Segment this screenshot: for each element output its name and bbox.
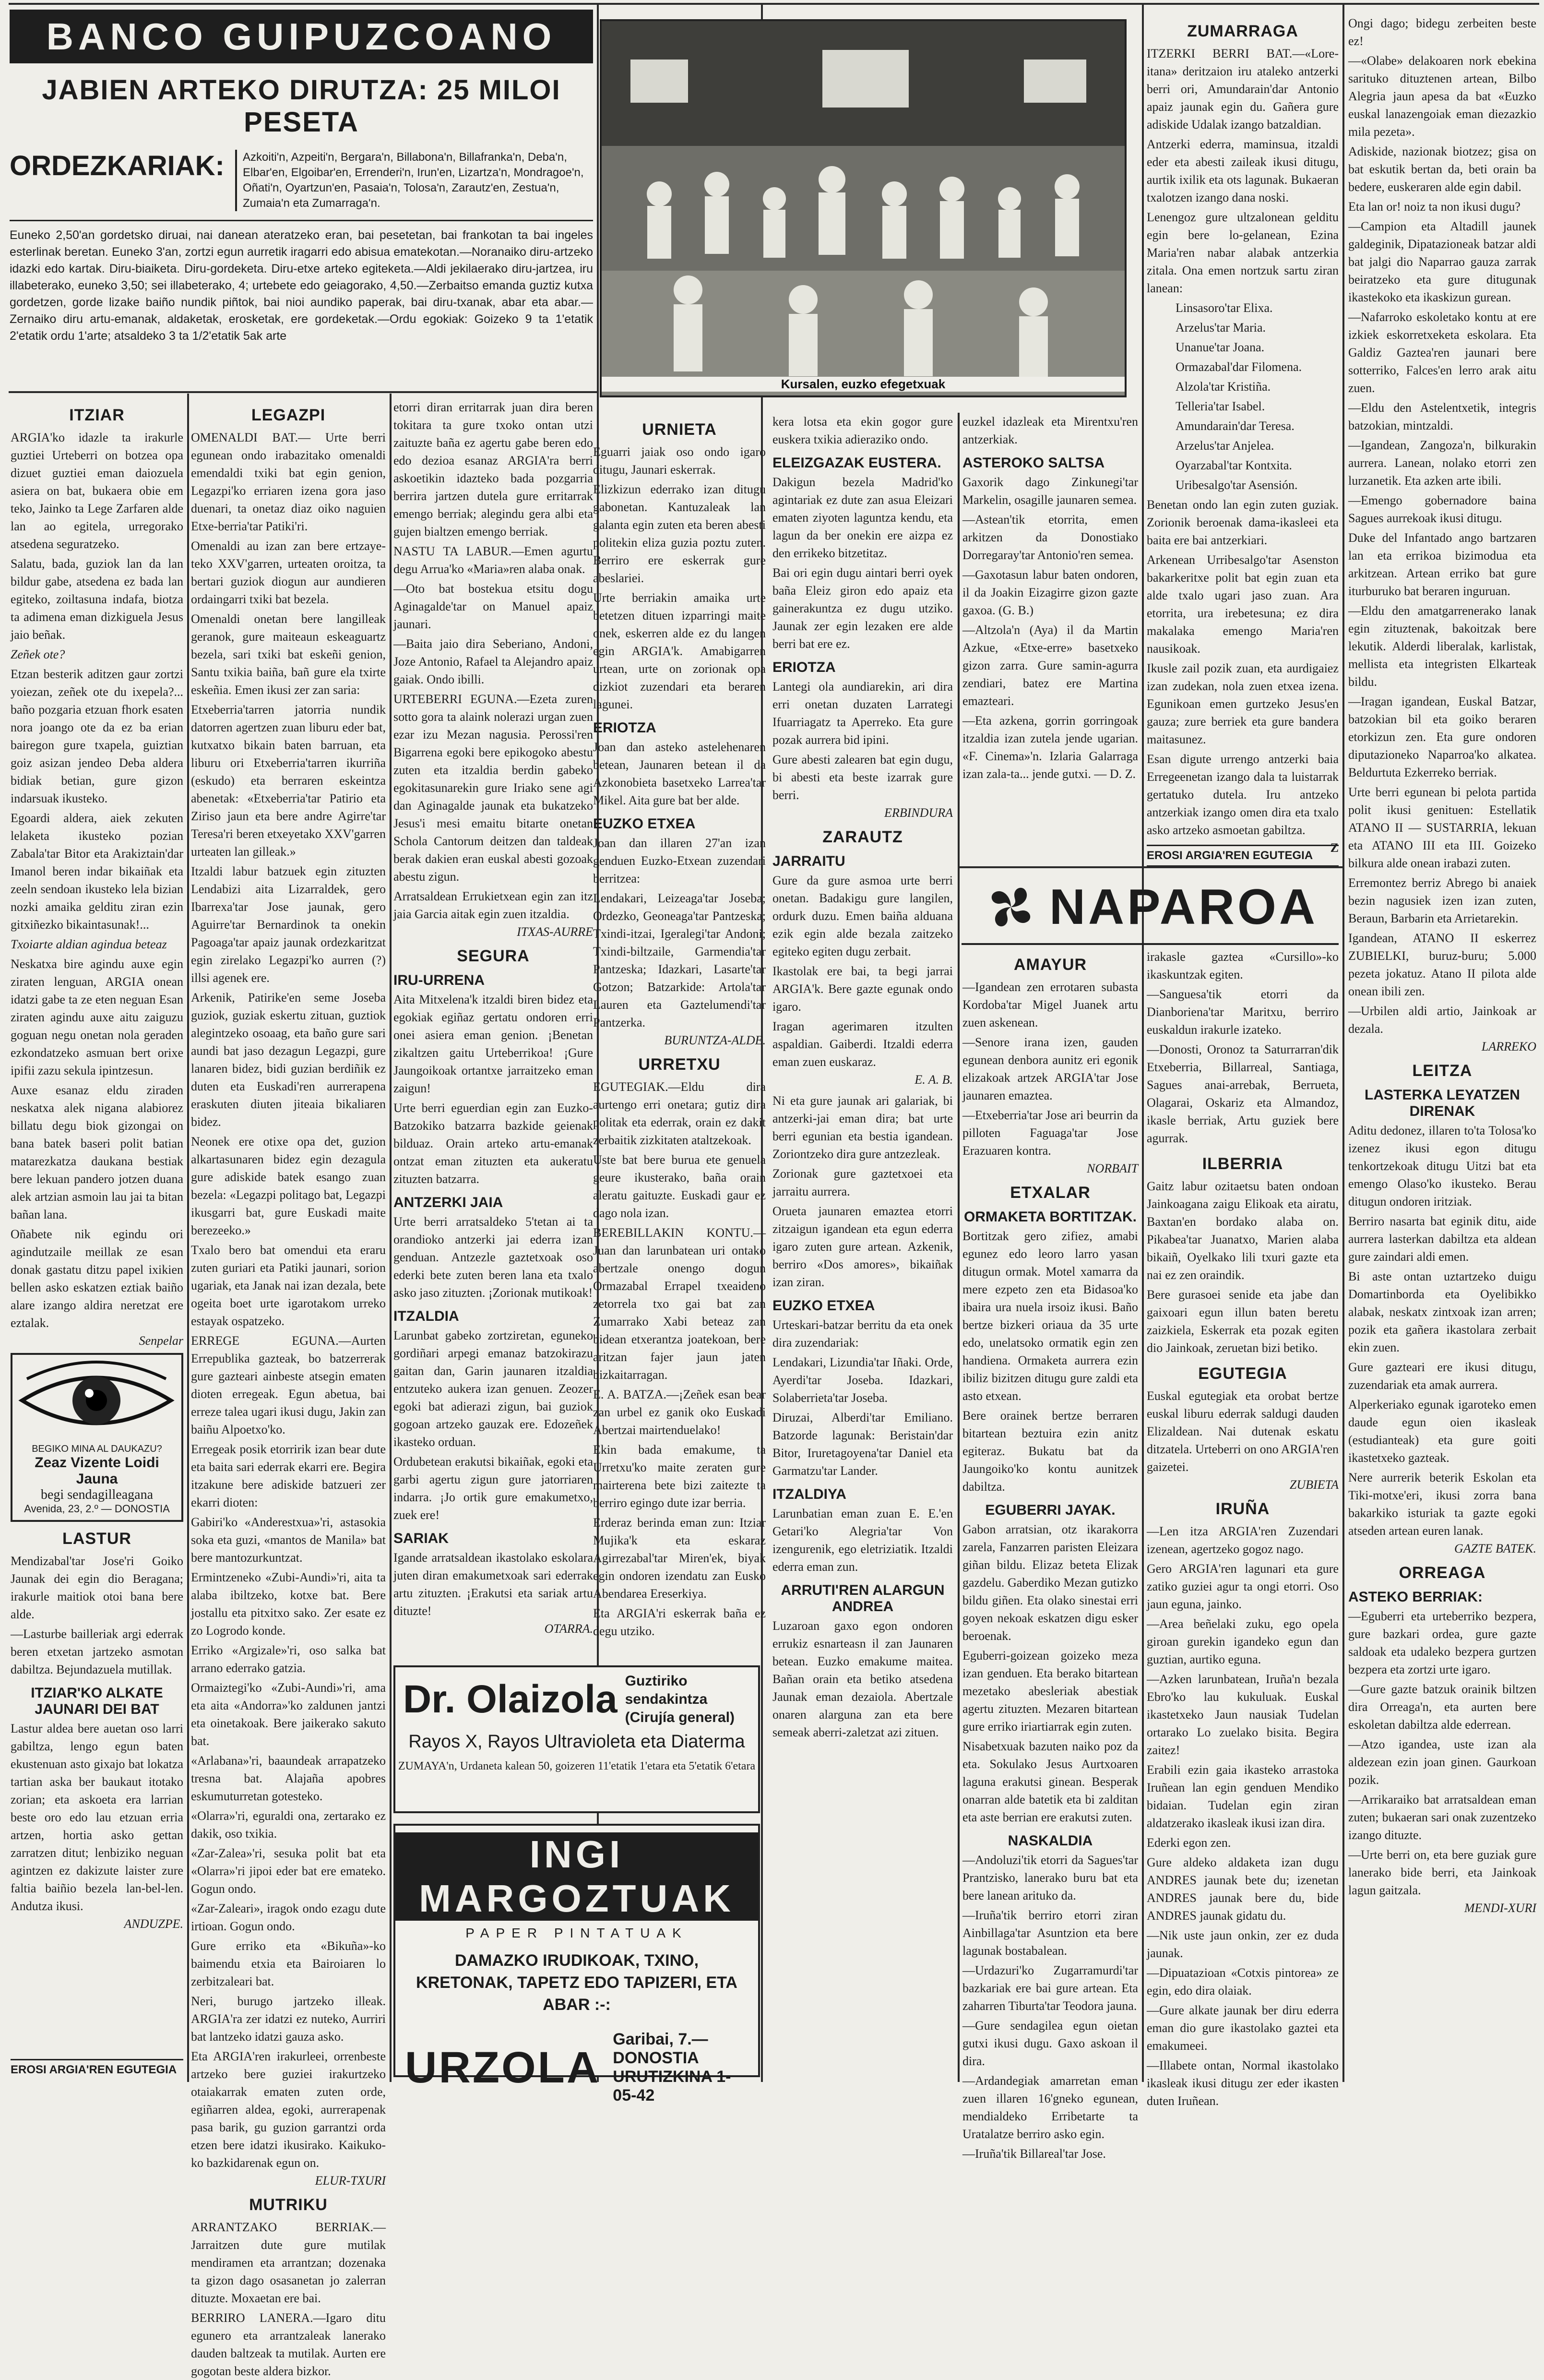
cast-member: Ormazabal'dar Filomena. [1176, 360, 1302, 374]
ordezkariak-label: ORDEZKARIAK: [10, 150, 225, 181]
column-rule [187, 394, 189, 2082]
signature: ZUBIETA [1289, 1478, 1339, 1492]
paragraph: —Gure alkate jaunak ber diru ederra eman dio gure ikastolako gaztei eta emakumeei. [1147, 2003, 1339, 2053]
paragraph: «Olarra»'ri, eguraldi ona, zertarako ez dakik, oso txikia. [191, 1809, 386, 1841]
subheading: JARRAITU [772, 853, 845, 869]
cast-member: Uribesalgo'tar Asensión. [1176, 478, 1298, 492]
paragraph: Erabili ezin gaia ikasteko arrastoka Iruñean lan egin genduen Mendiko bidaian. Tudelan egin ziran aldatzerako ikasleak ikusi izan dira. [1147, 1763, 1339, 1830]
paragraph: EGUTEGIAK.—Eldu dira aurtengo erri onetara; gutiz dira politak eta ederrak, orain ez dakit zerbaitik zizkitaten ataltzekoak. [593, 1080, 766, 1147]
paragraph: Gero ARGIA'ren lagunari eta gure zatiko guziei agur ta ongi etorri. Oso jaun eguna, jainko. [1147, 1562, 1339, 1611]
paragraph: Uste bat bere burua ete genuela geure ikusterako, baña orain aleratu gaituzte. Euskadi gaur ez dago nola izan. [593, 1153, 766, 1220]
column-6-lower [962, 948, 1138, 2161]
paragraph: Lenengoz gure ultzalonean gelditu egin bere lo-gelanean, Ezina Maria'ren nabar alabak antzerkia zitala. Ona emen nortzuk sartu ziran lanean: [1147, 210, 1339, 295]
cast-member: Arzelus'tar Anjelea. [1176, 439, 1274, 453]
ad-wallpaper-subtitle: PAPER PINTATUAK [465, 1926, 688, 1940]
heading-zumarraga: ZUMARRAGA [1187, 22, 1298, 40]
signature: ELUR-TXURI [315, 2174, 386, 2188]
heading-itziar: ITZIAR [69, 406, 125, 424]
signature: NORBAIT [1087, 1161, 1138, 1175]
signature: ITXAS-AURRE [517, 925, 593, 939]
heading-leitza: LEITZA [1412, 1062, 1473, 1080]
paragraph: BEREBILLAKIN KONTU.—Juan dan larunbatean uri ontako abertzale onengo dogun Ormazabal Errapel txeaideno zetorrela txo gai bat zan Zumarrako Xabi beteaz zan bidean etxerantza joatekoan, bere aritzan fajer jaun jaten bizkaitarragan. [593, 1226, 766, 1382]
subheading: ERIOTZA [593, 720, 656, 736]
paragraph: Ormaiztegi'ko «Zubi-Aundi»'ri, ama eta aita «Andorra»'ko zaldunen jantzi eta oinetakoak. Bere jaikerako sakuto bat. [191, 1681, 386, 1748]
cast-member: Telleria'tar Isabel. [1176, 399, 1265, 413]
paragraph: Zorionak gure gaztetxoei eta jarraitu aurrera. [772, 1167, 953, 1198]
paragraph: —Igandean zen errotaren subasta Kordoba'tar Migel Juanek artu zuen askenean. [962, 980, 1138, 1029]
ad-dr-services: Rayos X, Rayos Ultravioleta eta Diaterma [408, 1732, 745, 1752]
paragraph: Bere orainek bertze berraren bitartean beztuira ezin anitz egiteraz. Bukatu bat da Jaungoiko'ko kontu aunitzek dabiltza. [962, 1409, 1138, 1494]
col1-footer: EROSI ARGIA'REN EGUTEGIA [11, 2059, 183, 2077]
subheading: ASTEKO BERRIAK: [1348, 1589, 1483, 1605]
paragraph: Urte berri arratsaldeko 5'tetan ai ta orandioko antzerki jai ederra izan genduan. Antzezle gaztetxoak oso ederki bete zuten beren lana eta txalo asko jaso zituzten. ¡Zorionak mutikoak! [393, 1215, 593, 1300]
signature: GAZTE BATEK. [1454, 1542, 1536, 1555]
paragraph: —Eguberri eta urteberriko bezpera, gure bazkari ordea, gure gazte saldoak eta udaleko bezpera gurtzen bezpera eta zortzi urte igaro. [1348, 1609, 1536, 1676]
paragraph: Elizkizun ederrako izan ditugu gabonetan. Kantuzaleak lan galanta egin zuten eta beren abesti politekin eliza guzia poztu zuten. Berriro ere eskerrak gure abeslariei. [593, 482, 766, 585]
column-1 [11, 398, 183, 2078]
paragraph: Nere aurrerik beterik Eskolan eta Tiki-motxe'eri, ikusi zorra bana bakarkiko isturiak ta gazte egoki atseden artean euren lanak. [1348, 1471, 1536, 1538]
cast-list [1147, 299, 1339, 494]
photo-caption: Kursalen, euzko efegetxuak [602, 377, 1125, 392]
paragraph: Euskal egutegiak eta orobat bertze euskal liburu ederrak saldugi dauden Elizaldean. Nai dutenak eskatu ditzatela. Urteberri on ono ARGIA'ren gaizetei. [1147, 1389, 1339, 1474]
heading-amayur: AMAYUR [1013, 956, 1087, 974]
paragraph: Lendakari, Leizeaga'tar Joseba; Ordezko, Geoneaga'tar Pantzeska; Txindi-itzai, Igeralegi'tar Andoni; Txindi-biltzaile, Garmendia'tar Pantzeska; Idazkari, Lasarte'tar Gotzon; Batzarkide: Artola'tar Lauren eta Gaztelumendi'tar Pantzerka. [593, 891, 766, 1029]
paragraph: —Urdazuri'ko Zugarramurdi'tar bazkariak ere bai gure artean. Eta zaharren Tiburta'tar Teodora jauna. [962, 1963, 1138, 2013]
paragraph: Gure gazteari ere ikusi ditugu, zuzendariak eta amak aurrera. [1348, 1360, 1536, 1392]
bank-capital: JABIEN ARTEKO DIRUTZA: 25 MILOI PESETA [42, 74, 561, 138]
column-rule [390, 394, 392, 2082]
paragraph: Omenaldi onetan bere langilleak geranok, gure maiteaun eskeaguartz bezela, sari txiki bat eskeñi genion, Santu txikia baiña, bañ gure ela txirte eskeñia. Emen ikusi zer zan saria: [191, 612, 386, 697]
paragraph: —Iruña'tik berriro etorri ziran Ainbillaga'tar Asuntzion eta bere lagunak bostabalean. [962, 1908, 1138, 1958]
paragraph: —Igandean, Zangoza'n, bilkurakin aurrera. Lanean, nolako etorri zen lurzanetik. Eta azken arte ibili. [1348, 438, 1536, 488]
paragraph: Antzerki ederra, maminsua, itzaldi eder eta abesti zaileak ikusi ditugu, aurtik ixilik eta ots lagunak. Bukaeran txalotzen izango dana noski. [1147, 137, 1339, 204]
paragraph: Egoardi aldera, aiek zekuten lelaketa ikusteko pozian Zabala'tar Bitor eta Arakiztain'dar Imanol beren indar bikaiñak eta zeeln sendoan ikusteko lela bizian nozki amaika gelditu ziran ezin gitxiñezko bikaintasunak!... [11, 811, 183, 932]
paragraph: —Urbilen aldi artio, Jainkoak ar dezala. [1348, 1004, 1536, 1036]
paragraph: Etzan besterik aditzen gaur zortzi yoiezan, zeñek ote du ixepela?... baño pozgaria etzuan fhork esaten nora joango ote da ez ba erian bairegon gure txapela, guiztian goiz asizan jendeo Deba aldera bidiak betian, gure gizon indarsuak ikusteko. [11, 667, 183, 805]
cast-member: Alzola'tar Kristiña. [1176, 380, 1271, 394]
paragraph: ARGIA'ko idazle ta irakurle guztiei Urteberri on botzea opa dizuet guztiei eman daiozuela asiera on bat, bukaera obie em teko, Jainko ta Lege Zarfaren alde lan ao egitela, urregorako atsedena seguratzeko. [11, 431, 183, 551]
paragraph: —Len itza ARGIA'ren Zuzendari izenean, agertzeko gogoz nago. [1147, 1524, 1339, 1556]
paragraph: Arkenik, Patirike'en seme Joseba guziok, guziak eskertu zituan, guztiok alegintzeko osoaag, eta baño gure sari aundi bat jaso dezagun Legazpi, gure lanaren bidez, bidi guzian berdiñik ez duten eta Euskadi'ren aurrerapena eraskuten diuten jiteaia bikaliaren bidez. [191, 991, 386, 1129]
subheading: ASTEROKO SALTSA [962, 455, 1105, 471]
column-5 [772, 413, 953, 2078]
paragraph: irakasle gaztea «Cursillo»-ko ikaskuntzak egiten. [1147, 950, 1339, 981]
signature: BURUNTZA-ALDE. [664, 1033, 766, 1047]
heading-lastur: LASTUR [62, 1530, 131, 1548]
heading-legazpi: LEGAZPI [251, 406, 326, 424]
paragraph: —Gaxotasun labur baten ondoren, il da Joakin Eizagirre gizon gazte gaxoa. (G. B.) [962, 568, 1138, 617]
paragraph: Lastur aldea bere auetan oso larri gabiltza, lengo egun baten ekustenuan asto gixajo bat lokatza tartian aska ber baukaut itotako zorian; eta askoeta era larrian beste oro edo lau etzuan erria artzen, hortia asko gettan zarratzen ditut; lenbiziko neguan agintzen ez dakizute laister zure faltia baiñio bezela lan-bel-len. Andutza ikusi. [11, 1722, 183, 1913]
paragraph: —Andoluzi'tik etorri da Sagues'tar Prantzisko, lanerako buru bat eta bere lanean arituko da. [962, 1853, 1138, 1902]
column-6-upper [962, 413, 1138, 840]
subheading: ITZIAR'KO ALKATE JAUNARI DEI BAT [31, 1685, 163, 1717]
heading-segura: SEGURA [457, 947, 530, 965]
paragraph: Txalo bero bat omendui eta eraru zuten guriari eta Patiki jaunari, sorion ugariak, eta Janak nai izan dezala, bete ogeita boet urte igarotakom urreko estayak ospatzeko. [191, 1243, 386, 1328]
paragraph: Larunbatian eman zuan E. E.'en Getari'ko Alegria'tar Von izengurenik, ego eletriziatik. Itzaldi ederra eman zun. [772, 1507, 953, 1574]
heading-iruna: IRUÑA [1215, 1500, 1270, 1518]
paragraph: Ni eta gure jaunak ari galariak, bi antzerki-jai eman dira; bat urte berri egunian eta bestia igandean. Zoriontzeko dira gure antzezleak. [772, 1094, 953, 1161]
cast-member: Linsasoro'tar Elixa. [1176, 301, 1273, 315]
paragraph: —Area beñelaki zuku, ego opela giroan gurekin igandeko egun dan guztian, aurtiko eguna. [1147, 1617, 1339, 1666]
paragraph: ARRANTZAKO BERRIAK.—Jarraitzen dute gure mutilak mendiramen eta arrantzan; dozenaka ta gizon dago osasanetan jo zalerran dituzte. Moxaetan ere bai. [191, 2220, 386, 2305]
paragraph: Dakigun bezela Madrid'ko agintariak ez dute zan asua Eleizari ematen ziyoten laguntza kendu, eta lagun da ber onekin ere aizpa ez den errikeko bitzetitaz. [772, 475, 953, 560]
naparoa-title: NAPAROA [1049, 879, 1318, 935]
column-rule [1142, 5, 1144, 2082]
paragraph: Alperkeriako egunak igaroteko emen daude egun oien ikasleak (estudianteak) eta gure goiti ikastetxeko gazteak. [1348, 1398, 1536, 1465]
signature: Z [1330, 841, 1339, 855]
paragraph: Mendizabal'tar Jose'ri Goiko Jaunak dei egin dio Beragana; irakurle maitiok otoi bana bere alde. [11, 1554, 183, 1621]
paragraph: Aditu dedonez, illaren to'ta Tolosa'ko izenez ikusi egon ditugu tenkortzekoak ditugu Uitzi bat eta emengo Olaso'ko ikusteko. Berau ditugun ondoren iritziak. [1348, 1124, 1536, 1208]
paragraph: Iragan agerimaren itzulten aspaldian. Gaiberdi. Itzaldi ederra eman zuen euskaraz. [772, 1019, 953, 1069]
paragraph: —Eldu den amatgarrenerako lanak egin zituztenak, bakoitzak bere lekutik. Alderdi liberalak, karlistak, mellista eta integristen Elkarteak bildu. [1348, 604, 1536, 689]
paragraph: Gure aldeko aldaketa izan dugu ANDRES jaunak bete du; izenetan ANDRES jaunak bere du, bide ANDRES jaunak gidatu du. [1147, 1855, 1339, 1923]
subheading: ANTZERKI JAIA [393, 1195, 503, 1210]
paragraph: —Etxeberria'tar Jose ari beurrin da pilloten Faguaga'tar Jose Erazuaren kontra. [962, 1108, 1138, 1158]
signature: MENDI-XURI [1464, 1901, 1536, 1915]
paragraph: —Nik uste jaun onkin, zer ez duda jaunak. [1147, 1928, 1339, 1960]
ad-dr-specialty: Guztiriko sendakintza (Cirujía general) [625, 1673, 735, 1725]
paragraph: —Baita jaio dira Seberiano, Andoni, Joze Antonio, Rafael ta Alejandro apaiz gaiak. Ondo ibilli. [393, 637, 593, 686]
ad-wallpaper-phone: URUTIZKINA 1-05-42 [613, 2068, 731, 2105]
eye-ad-subtitle: begi sendagilleagana [40, 1487, 153, 1502]
paragraph: Gure erriko eta «Bikuña»-ko baimendu etxia eta Bairoiaren lo zerbitzaleari bat. [191, 1939, 386, 1988]
paragraph: Esan digute urrengo antzerki baia Erregeenetan izango dala ta luistarrak gertatuko dutela. Iru antzeko antzerkiak izango omen dira eta txalo asko artzeko asmoetan gabiltza. [1147, 752, 1339, 837]
paragraph: ITZERKI BERRI BAT.—«Lore-itana» deritzaion iru ataleko antzerki berri ori, Amundarain'dar Antonio apaiz jaunak egin du. Gañera gure adiskide Udalak izango batzaldian. [1147, 47, 1339, 132]
heading-urnieta: URNIETA [642, 420, 717, 439]
paragraph: Lantegi ola aundiarekin, ari dira erri onetan duzaten Larrategi Ifuarriagatz ta Aperreko. Eta gure pozak aurrera bid ipini. [772, 680, 953, 747]
paragraph: Joan dan asteko astelehenaren betean, Jaunaren betean il da Azkonobieta basetxeko Larrea'tar Mikel. Aita gure bat ber alde. [593, 740, 766, 807]
heading-mutriku: MUTRIKU [249, 2196, 328, 2214]
paragraph: Gaitz labur ozitaetsu baten ondoan Jainkoagana zaigu Elikoak eta airatu, Baxtan'en bordako alaba on. Pikabea'tar Juanatxo, Marien alaba bikaiñ, Oyelkako lili txuri gazte eta nai ez zen oraindik. [1147, 1179, 1339, 1282]
signature: LARREKO [1481, 1040, 1536, 1053]
paragraph: Nisabetxuak bazuten naiko poz da eta. Sokulako Jesus Aurtxoaren laguna erakutsi ginean. Besperak onarran alde batetik eta bi zalditan eta aste berrian ere erakutsi zuten. [962, 1739, 1138, 1824]
eye-icon [17, 1360, 176, 1441]
branch-towns: Azkoiti'n, Azpeiti'n, Bergara'n, Billabona'n, Billafranka'n, Deba'n, Elbar'en, Elgoibar'en, Errenderi'n, Irun'en, Lizartza'n, Mondragoe'n, Oñati'n, Oyartzun'en, Pasaia'n, Tolosa'n, Zarautz'en, Zestua'n, Zumaia'n eta Zumarraga'n. [235, 150, 593, 211]
paragraph: Gabon arratsian, otz ikarakorra zarela, Fanzarren paristen Eleizara giñan bildu. Elizaz beteta Elizak gazdelu. Gaberdiko Mezan gutizko bildu giñen. Eta olako sinestai erri goyen nekoak eskatzen digu esker beroenak. [962, 1522, 1138, 1643]
ad-wallpaper-products: DAMAZKO IRUDIKOAK, TXINO, KRETONAK, TAPETZ EDO TAPIZERI, ETA ABAR :-: [416, 1951, 737, 2014]
bank-name: BANCO GUIPUZCOANO [10, 10, 593, 63]
paragraph: BERRIRO LANERA.—Igaro ditu egunero eta arrantzaleak lanerako dauden baltzeak ta mutilak. Aurten ere gogotan beste aldera bizkor. [191, 2311, 386, 2378]
subheading: Txoiarte aldian agindua beteaz [11, 937, 167, 951]
paragraph: Gabiri'ko «Anderestxua»'ri, astasokia soka eta guzi, «mantos de Manila» bat bere mantozurkuntzat. [191, 1515, 386, 1565]
subheading: ERIOTZA [772, 659, 836, 675]
paragraph: Neskatxa bire agindu auxe egin ziraten lenguan, ARGIA onean idatzi gabe ta ze eten neguan Esan ziraten agindu auxe aitu zaiguzu goguan negu onetan nola geraden ezkondatzeko asmuan bert orixe ipifii zazu sekula ipintzesun. [11, 957, 183, 1077]
heading-etxalar: ETXALAR [1010, 1184, 1091, 1202]
eye-doctor-ad [11, 1353, 183, 1522]
paragraph: Eta ARGIA'ren irakurleei, orrenbeste artzeko bere guziei irakurtzeko otaiakarrak ematen zuten orde, egiñarren aldea, egoki, aurrerapenak pasa barik, gu guzion garrantzi orda etzen bere idatzi ikusirako. Kaikuko-ko bazkidarenak egun on. [191, 2049, 386, 2170]
paragraph: Urte berriakin amaika urte betetzen dituen izparringi maite onek, eskerren alde ez du langen egin ARGIA'k. Amabigarren urtean, urte on zorionak opa dizkiot zuzendari eta beraren lagunei. [593, 591, 766, 711]
paragraph: Etxeberria'tarren jatorria nundik datorren agertzen zuan liburu eder bat, kutxatxo bikain baten barruan, eta liburu ori Etxeberria'tarren ikurriña (eskudo) eta berraren eskeintza abenetak: «Etxeberria'tar Patirio eta Ziriso jaun eta bere andre Agirre'tar Teresa'ri beren etxeyetako XXV'garren urteaten lan gilleak.» [191, 703, 386, 859]
subheading: ITZALDIA [393, 1308, 459, 1324]
paragraph: —Eldu den Astelentxetik, integris batzokian, mintzaldi. [1348, 401, 1536, 432]
subheading: IRU-URRENA [393, 972, 485, 988]
paragraph: —Iruña'tik Billareal'tar Jose. [962, 2147, 1106, 2161]
paragraph: —Urte berri on, eta bere guziak gure lanerako bide berri, eta Jainkoak lagun gaitzala. [1348, 1848, 1536, 1897]
heading-zarautz: ZARAUTZ [822, 828, 903, 846]
heading-egutegia: EGUTEGIA [1198, 1364, 1287, 1383]
paragraph: «Zar-Zaleari», iragok ondo ezagu dute irtioan. Gogun ondo. [191, 1902, 386, 1933]
photo-image [602, 21, 1125, 395]
paragraph: ERREGE EGUNA.—Aurten Errepublika gazteak, bo batzerrerak gure gazteari ainbeste atsegin ematen dioten erregeak. Egun abetua, bai erreze talea ugari ikusi dugu, Jakin zan baiñu Alpoetxo'ko. [191, 1334, 386, 1436]
column-8 [1348, 14, 1536, 2078]
paragraph: kera lotsa eta ekin gogor gure euskera txikia adieraziko ondo. [772, 415, 953, 446]
naparoa-header [962, 871, 1339, 945]
column-7-upper [1147, 14, 1339, 855]
paragraph: Neri, burugo jartzeko illeak. ARGIA'ra zer idatzi ez nuteko, Aurriri bat lantzeko idatzi gauza asko. [191, 1994, 386, 2044]
ad-wallpaper-title: INGI MARGOZTUAK [395, 1832, 758, 1921]
paragraph: —«Olabe» delakoaren nork ebekina sarituko dituztenen artean, Bilbo Alegria jaun apesa da bat «Euzko euskal lanazengoiak eman diezazkio mila pezeta». [1348, 54, 1536, 139]
paragraph: —Lasturbe bailleriak argi ederrak beren etxetan jartzeko asmotan dabiltza. Bejundazuela mutillak. [11, 1627, 183, 1676]
paragraph: Bere gurasoei senide eta jabe dan gaixoari egun illun baten beretu zaizkiela, Eskerrak eta pozak egiten dio Jainkoak, zeruetan bizi betiko. [1147, 1288, 1339, 1355]
lauburu-icon [982, 881, 1040, 933]
paragraph: Larunbat gabeko zortziretan, eguneko gordiñari arpegi emanaz batzokirazu gaitan dan, Garin jaunaren itzaldia entzuteko aukera izan genuen. Zeozer egoki bat adierazi zigun, bai guziok gogoan artzeko gauzak ere. Edozeñek ikasteko orduan. [393, 1328, 593, 1449]
paragraph: Arratsaldean Errukietxean egin zan itz jaia Garcia aitak egin zuen itzaldia. [393, 889, 593, 921]
paragraph: Omenaldi au izan zan bere ertzaye-teko XXV'garren, urteaten oroitza, ta bertari guziok diogun aur aundieren ordaingarri txiki bat bezela. [191, 539, 386, 606]
ad-dr-olaizola [393, 1665, 760, 1813]
paragraph: etorri diran erritarrak juan dira beren tokitara ta gure txoko ontan utzi zaituzte baña ez agertu gabe beren edo edo dezioa esanaz ARGIA'ra berri askoetikin idazteko bada pozgarria berrira jartzen dutela gure erritarrak emengo berriak; alegindu gera albi eta gujen bialtzen emengo berriak. [393, 400, 593, 538]
subheading: NASKALDIA [1008, 1833, 1093, 1849]
naparoa-rule [958, 866, 1342, 868]
paragraph: —Ardandegiak amarretan eman zuen illaren 16'gneko egunean, mendialdeko Erribetarte ta Uratalatze berriro asko egin. [962, 2074, 1138, 2141]
paragraph: Joan dan illaren 27'an izan genduen Euzko-Etxean zuzendari berritzea: [593, 836, 766, 885]
paragraph: Itzaldi labur batzuek egin zituzten Lendabizi aita Lizarraldek, gero Ibarrexa'tar Jose jaunak, gero Aguirre'tar Bernardinok ta onekin Pagoaga'tar apaiz jaunak ordezkaritzat egin zirelako Legazpi'ko aurren (?) illsi agenek ere. [191, 864, 386, 985]
paragraph: Urte berri eguerdian egin zan Euzko-Batzokiko batzarra bazkide geienak bilduaz. Orain arteko artu-emanak ontzat eman zituzten eta aukeratu zituzten batzarra. [393, 1101, 593, 1186]
paragraph: Bi aste ontan uztartzeko duigu Domartinborda eta Oyelibikko alabak, neskatx zintxoak izan arren; pozik eta gañera ikastolara zerbait ekin zuen. [1348, 1269, 1536, 1354]
paragraph: Erriko «Argizale»'ri, oso salka bat arrano ederrako gatzia. [191, 1643, 386, 1675]
paragraph: Lendakari, Lizundia'tar Iñaki. Orde, Ayerdi'tar Joseba. Idazkari, Solaberrieta'tar Joseba. [772, 1355, 953, 1405]
paragraph: Eguarri jaiak oso ondo igaro ditugu, Jaunari eskerrak. [593, 445, 766, 477]
ad-wallpaper-address: Garibai, 7.—DONOSTIA [613, 2030, 708, 2067]
paragraph: Eguberri-goizean goizeko meza izan genduen. Eta berako bitartean mezetako abesleriak abestiak agertu zituzten. Mezaren bitartean gure erriko iriartiarrak egin zuten. [962, 1649, 1138, 1734]
signature: ERBINDURA [884, 806, 953, 820]
ad-dr-address: ZUMAYA'n, Urdaneta kalean 50, goizeren 11'etatik 1'etara eta 5'etatik 6'etara [398, 1760, 756, 1772]
bank-services: Euneko 2,50'an gordetsko diruai, nai danean ateratzeko eran, bai pesetetan, bai frankotan ta bai ingeles esterlinak beretan. Euneko 3'an, zortzi egun aurretik iragarri edo abisua ematekotan.—Noranaiko diru-artzeko idazki edo kartak. Diru-biaiketa. Diru-gordeketa. Diru-etxe arteko egiteketa.—Aldi jekilaerako diru-jartzea, iru illabeterako, euneko 3,50; sei illabeterako, 4; urtebete edo geiagorako, 4,50.—Zerbaitso emanda guztiz kutxa gordetzen, gorde lizake baiño nundik piñtok, bai nioi aundiko paperak, bai diru-txanak, abar eta abar.—Zernaiko diru artu-emanak, aldaketak, erosketak, ere gordeketak.—Ordu egokiak: Goizeko 9 ta 1'etatik 2'etatik ordu 1'arte; atsaldeko 3 ta 1/2'etatik 5ak arte [10, 220, 593, 345]
column-rule [1342, 5, 1344, 2082]
eye-ad-doctor: Zeaz Vizente Loidi Jauna [35, 1455, 159, 1487]
subheading: LASTERKA LEYATZEN DIRENAK [1365, 1087, 1520, 1119]
paragraph: —Dipuatazioan «Cotxis pintorea» ze egin, edo dira olaiak. [1147, 1966, 1339, 1997]
paragraph: —Gure gazte batzuk orainik biltzen dira Orreaga'n, eta aurten bere eskoletan dabiltza alde ederrean. [1348, 1682, 1536, 1732]
column-3 [393, 398, 593, 1651]
paragraph: Bai ori egin dugu aintari berri oyek baña Eleiz giron edo apaiz eta gainerakuntza ez dugu utziko. Jaunak zer egin lezaken ere alde berri bat ere ez. [772, 566, 953, 651]
paragraph: Ekin bada emakume, ta Urretxu'ko maite zeraten gure mairterena bete bizi zaitezte ta berriro egingo dute izar berria. [593, 1443, 766, 1510]
ad-dr-name: Dr. Olaizola [403, 1677, 618, 1721]
paragraph: E. A. BATZA.—¡Zeñek esan bear zan urbel ez ganik oko Euskadi Abertzai mairtenduelako! [593, 1387, 766, 1437]
paragraph: Duke del Infantado ango bartzaren lan eta errikoa bizimodua eta arkitzean. Artean erriko bat gure iturburuko bat beraren inguruan. [1348, 531, 1536, 598]
column-4 [593, 413, 766, 1651]
paragraph: Erregeak posik etorririk izan bear dute eta baita sari ederrak ekarri ere. Begira itzakune bere adiskide batzueri zer ekarri dioten: [191, 1442, 386, 1509]
signature: E. A. B. [915, 1073, 953, 1087]
paragraph: Ikusle zail pozik zuan, eta aurdigaiez izan zudekan, nola zuen etxea izena. Egunikoan emen gurtzeko Jesus'en gauza; zure berriek eta gure bandera maitasunez. [1147, 661, 1339, 746]
subheading: ORMAKETA BORTITZAK. [964, 1209, 1137, 1225]
paragraph: Ikastolak ere bai, ta begi jarrai ARGIA'k. Bere gazte egunak ondo igaro. [772, 964, 953, 1014]
paragraph: Erremontez berriz Abrego bi anaiek bezin nagusiek izen izan zuten, Beraun, Barbarin eta Arrietarekin. [1348, 876, 1536, 925]
eye-ad-address: Avenida, 23, 2.º — DONOSTIA [24, 1503, 170, 1515]
paragraph: —Atzo igandea, uste izan ala aldezean ezin joan ginen. Gaurkoan pozik. [1348, 1737, 1536, 1787]
paragraph: —Arrikaraiko bat arratsaldean eman zuten; bukaeran sari onak zuzentzeko izango dituzte. [1348, 1793, 1536, 1842]
heading-urretxu: URRETXU [638, 1055, 721, 1074]
paragraph: Gaxorik dago Zinkunegi'tar Markelin, osagille jaunaren semea. [962, 475, 1138, 507]
paragraph: Ordubetean erakutsi bikaiñak, egoki eta garbi agertu zigun gure jatorriaren indarra. ¡Jo ortik gure emakumetxo, zuek ere! [393, 1455, 593, 1522]
paragraph: Orueta jaunaren emaztea etorri zitzaigun igandean eta egun ederra igaro zuten gure artean. Azkenik, berriro «Dos amores», bikaiñak izan ziran. [772, 1204, 953, 1289]
paragraph: Eta ARGIA'ri eskerrak baña ez degu utziko. [593, 1606, 766, 1638]
paragraph: Igandean, ATANO II eskerrez ZUBIELKI, buruz-buru; 5.000 pezeta jokatuz. Atano II pilota alde onean ibili zen. [1348, 931, 1536, 998]
subheading: ARRUTI'REN ALARGUN ANDREA [781, 1582, 945, 1615]
paragraph: Ermintzeneko «Zubi-Aundi»'ri, aita ta alaba ibiltzeko, kotxe bat. Bere jostallu eta pitxitxo sako. Zer esate ez zo Logrodo konde. [191, 1570, 386, 1638]
signature: OTARRA. [544, 1622, 593, 1636]
paragraph: —Astean'tik etorrita, emen arkitzen da Donostiako Dorregaray'tar Antonio'ren semea. [962, 513, 1138, 562]
subheading: EUZKO ETXEA [772, 1298, 875, 1314]
paragraph: Salatu, bada, guziok lan da lan bildur gabe, atsedena ez bada lan egiteko, zoiltasuna indafa, biotza ta adimena eman dizkiguela Jesus jaio beñak. [11, 557, 183, 642]
paragraph: «Arlabana»'ri, baaundeak arrapatzeko tresna bat. Alajaña apobres eskumuturretan gotesteko. [191, 1754, 386, 1803]
column-2 [191, 398, 386, 2378]
paragraph: Berriro nasarta bat eginik ditu, aide aurrera lasterkan dabiltza eta aldean gure zaindari aldi emen. [1348, 1214, 1536, 1264]
photo-kursaal-children [600, 19, 1127, 397]
paragraph: Gure abesti zalearen bat egin dugu, bi abesti eta beste izarrak gure berri. [772, 753, 953, 802]
paragraph: —Oto bat bostekua etsitu dogu Aginagalde'tar on Manuel apaiz jaunari. [393, 582, 593, 631]
paragraph: Adiskide, nazionak biotzez; gisa on bat eskutik bertan da, beti orain ba bedere, euskeraren alde egin dabil. [1348, 144, 1536, 194]
subheading: EUZKO ETXEA [593, 816, 696, 832]
subheading: SARIAK [393, 1531, 449, 1546]
top-rule [9, 3, 1539, 5]
paragraph: —Iragan igandean, Euskal Batzar, batzokian bil eta goiko beraren etorkizun zen. Eta gure ondoren diputazioneko Naparroa'ko alkatea. Beldurtuta Ezkerreko berriak. [1348, 694, 1536, 779]
col7-footer: EROSI ARGIA'REN EGUTEGIA [1147, 845, 1339, 867]
paragraph: Igande arratsaldean ikastolako eskolara juten diran emakumetxoak sari ederrak artu zituzten. ¡Erakutsi eta sariak artu dituzte! [393, 1551, 593, 1618]
paragraph: Eta lan or! noiz ta non ikusi dugu? [1348, 200, 1520, 214]
signature: ANDUZPE. [124, 1917, 183, 1931]
column-7-lower [1147, 948, 1339, 2108]
paragraph: —Nafarroko eskoletako kontu at ere izkiek eskorretxeketa eskolara. Eta Galdiz Gaztea'ren jaunari bere sotterriko, Falces'en lerro arak aitu zuen. [1348, 310, 1536, 395]
paragraph: Erderaz berinda eman zun: Itziar Mujika'k eta eskaraz Agirrezabal'tar Miren'ek, biyak egin ondoren izendatu zan Eusko Abendarea Ereserkiya. [593, 1516, 766, 1601]
paragraph: —Eta azkena, gorrin gorringoak itzaldia izan zutela jende ugarian. «F. Cinema»'n. Izlaria Galarraga izan zala-ta... jende gutxi. — D. Z. [962, 714, 1138, 781]
paragraph: —Sanguesa'tik etorri da Dianboriena'tar Maritxu, berriro euskaldun irakurle izateko. [1147, 987, 1339, 1037]
heading-orreaga: ORREAGA [1399, 1564, 1486, 1582]
cast-member: Oyarzabal'tar Kontxita. [1176, 458, 1292, 472]
paragraph: Urte berri egunean bi pelota partida polit ikusi genituen: Estellatik ATANO II — SUSTARRIA, lekuan eta ATANO III eta III. Goizeko bilkura alde onean irabazi zuten. [1348, 785, 1536, 870]
cast-member: Amundarain'dar Teresa. [1176, 419, 1295, 433]
paragraph: Neonek ere otixe opa det, guzion alkartasunaren bidez egin dezagula gure adiskide batek esango zuan bezela: «Legazpi politago bat, Legazpi ikusgarri bat, gure Euskadi maite berezeeko.» [191, 1135, 386, 1237]
cast-member: Arzelus'tar Maria. [1176, 321, 1266, 335]
subheading: ITZALDIYA [772, 1486, 846, 1502]
paragraph: Aita Mitxelena'k itzaldi biren bidez eta egokiak egiñaz gertatu ondoren erri onei asiera eman genion. ¡Benetan zikaltzen gaitu Urteberrikoa! ¡Gure Jaungoikoak ortantxe jarraitzeko eman zaigun! [393, 993, 593, 1095]
subheading: Zeñek ote? [11, 647, 65, 661]
paragraph: —Gure sendagilea egun oietan gutxi ikusi dugu. Gaxo askoan il dira. [962, 2019, 1138, 2068]
paragraph: Gure da gure asmoa urte berri onetan. Badakigu gure langilen, ordurk duzu. Emen baiña alduana ezik egin alde bezala zaitzeko egiteko egiten dugu zerbait. [772, 873, 953, 958]
paragraph: —Illabete ontan, Normal ikastolako ikasleak ikusi ditugu zer eder ikasten duten Iruñean. [1147, 2058, 1339, 2108]
eye-ad-question: BEGIKO MINA AL DAUKAZU? [32, 1444, 162, 1454]
paragraph: Bortitzak gero zifiez, amabi egunez edo leoro larro yasan ditugun ormak. Motel xamarra da mere ezpeto zen eta Bidasoa'ko ibaira ura nuela irsoiz ikusi. Baño bertze bizkeri oriaua da 35 urte edo, unelatsoko ormatik egin zen handiena. Ormaketa aurrera ezin ibiliz bizitzen ditugu gure zaldi eta asto etxean. [962, 1229, 1138, 1403]
ad-wallpaper-shop: URZOLA [405, 2043, 601, 2092]
paragraph: Urteskari-batzar berritu da eta onek dira zuzendariak: [772, 1318, 953, 1350]
paragraph: OMENALDI BAT.— Urte berri egunean ondo irabazitako omenaldi emendaldi txiki bat egin genion, Legazpi'ko erriaren izena gora jaso duenari, ta onetaz diaz oiko naguien Etxe-berria'tar Patiki'ri. [191, 431, 386, 533]
paragraph: Diruzai, Alberdi'tar Emiliano. Batzorde lagunak: Beristain'dar Bitor, Iruretagoyena'tar Daniel eta Garmatzu'tar Lander. [772, 1411, 953, 1478]
paragraph: —Donosti, Oronoz ta Saturrarran'dik Etxeberria, Billarreal, Santiaga, Sagues anai-arrebak, Berrueta, Olagarai, Oskariz eta Almandoz, ikasle berriak, Artu guziek bere agurrak. [1147, 1042, 1339, 1145]
paragraph: Luzaroan gaxo egon ondoren errukiz esnarteasn il zan Jaunaren betean. Euzko emakume maitea. Bañan orain eta betiko atsedena Jaunak eman dezaiola. Abertzale onaren alarguna zan eta bere semeak aberri-zaletzat azi zituen. [772, 1619, 953, 1739]
paragraph: —Emengo gobernadore baina Sagues aurrekoak ikusi ditugu. [1348, 493, 1536, 525]
subheading: EGUBERRI JAYAK. [985, 1502, 1116, 1518]
paragraph: Ongi dago; bidegu zerbeiten beste ez! [1348, 16, 1536, 48]
paragraph: Benetan ondo lan egin zuten guziak. Zorionik beroenak dama-ikasleei eta baita ere bai antzerkiari. [1147, 498, 1339, 547]
paragraph: —Senore irana izen, gauden egunean denbora aunitz eri egonik elizakoak artzek ARGIA'tar Jose jaunaren emaztea. [962, 1035, 1138, 1102]
bank-advertisement [10, 10, 593, 389]
paragraph: Oñabete nik egindu ori agindutzaile meillak ze esan donak gastatu ditzu papel ixikien bellen asko eskatzen eztiak baiño alare izango aldira neretzat ere eztalak. [11, 1227, 183, 1330]
column-rule [958, 413, 960, 2082]
cast-member: Unanue'tar Joana. [1176, 340, 1265, 354]
ad-ingi-margoztuak [393, 1824, 760, 2105]
paragraph: euzkel idazleak eta Mirentxu'ren antzerkiak. [962, 415, 1138, 446]
paragraph: URTEBERRI EGUNA.—Ezeta zuren sotto gora ta alaink nolerazi urgan zuen ezar izu Mezan nagusia. Perossi'ren Bigarrena egoki bere epikogoko abestu zuten eta itzaldia berdin gabeko egokitasunarekin gure Iriako sene agi dan Aginagalde jaunak eta bukatzeko Jesus'i mesi emaitu bitarte onetan Schola Cantorum deitzen dan taldeak berak dakien eran euskal abesti gozoak abestu zigun. [393, 692, 593, 884]
banner-bottom-rule [9, 391, 597, 393]
paragraph: NASTU TA LABUR.—Emen agurtu degu Arrua'ko «Maria»ren alaba onak. [393, 544, 593, 576]
paragraph: Auxe esanaz eldu ziraden neskatxa alek nigana alabiorez billatu degu biok gizongai on bana batek baseri polit batian matarezkatza daukana bestiak bere lekuan pandero jotzen duana alek artzian asmoin lau jai ta bitan bañan lana. [11, 1083, 183, 1221]
paragraph: Ederki egon zen. [1147, 1836, 1231, 1850]
paragraph: «Zar-Zalea»'ri, sesuka polit bat eta «Olarra»'ri jipoi eder bat ere emateko. Gogun ondo. [191, 1846, 386, 1896]
paragraph: —Altzola'n (Aya) il da Martin Azkue, «Etxe-erre» basetxeko gizon zarra. Gure samin-agurra zendiari, batez ere Martina emazteari. [962, 623, 1138, 708]
paragraph: —Azken larunbatean, Iruña'n bezala Ebro'ko lau kukuluak. Euskal ikastetxeko Jaun nausiak Tudelan ortarako Lo zuelako bisita. Begira zaitez! [1147, 1672, 1339, 1757]
paragraph: —Campion eta Altadill jaunek galdeginik, Dipatazioneak batzar aldi bat jalgi dio Naparrao gauza zarrak beiratzeko eta gure ditugunak ikastekoko eta ikaskizun gurean. [1348, 219, 1536, 304]
paragraph: Arkenean Urribesalgo'tar Asenston bakarkeritxe polit bat egin zuan eta alde txalo ugari jaso zuan. Ara etorrita, ura irebetesuna; ez dira makalaka emengo Maria'ren nausikoak. [1147, 553, 1339, 656]
signature: Senpelar [139, 1334, 183, 1348]
subheading: ELEIZGAZAK EUSTERA. [772, 455, 941, 471]
heading-ilberria: ILBERRIA [1202, 1155, 1283, 1173]
